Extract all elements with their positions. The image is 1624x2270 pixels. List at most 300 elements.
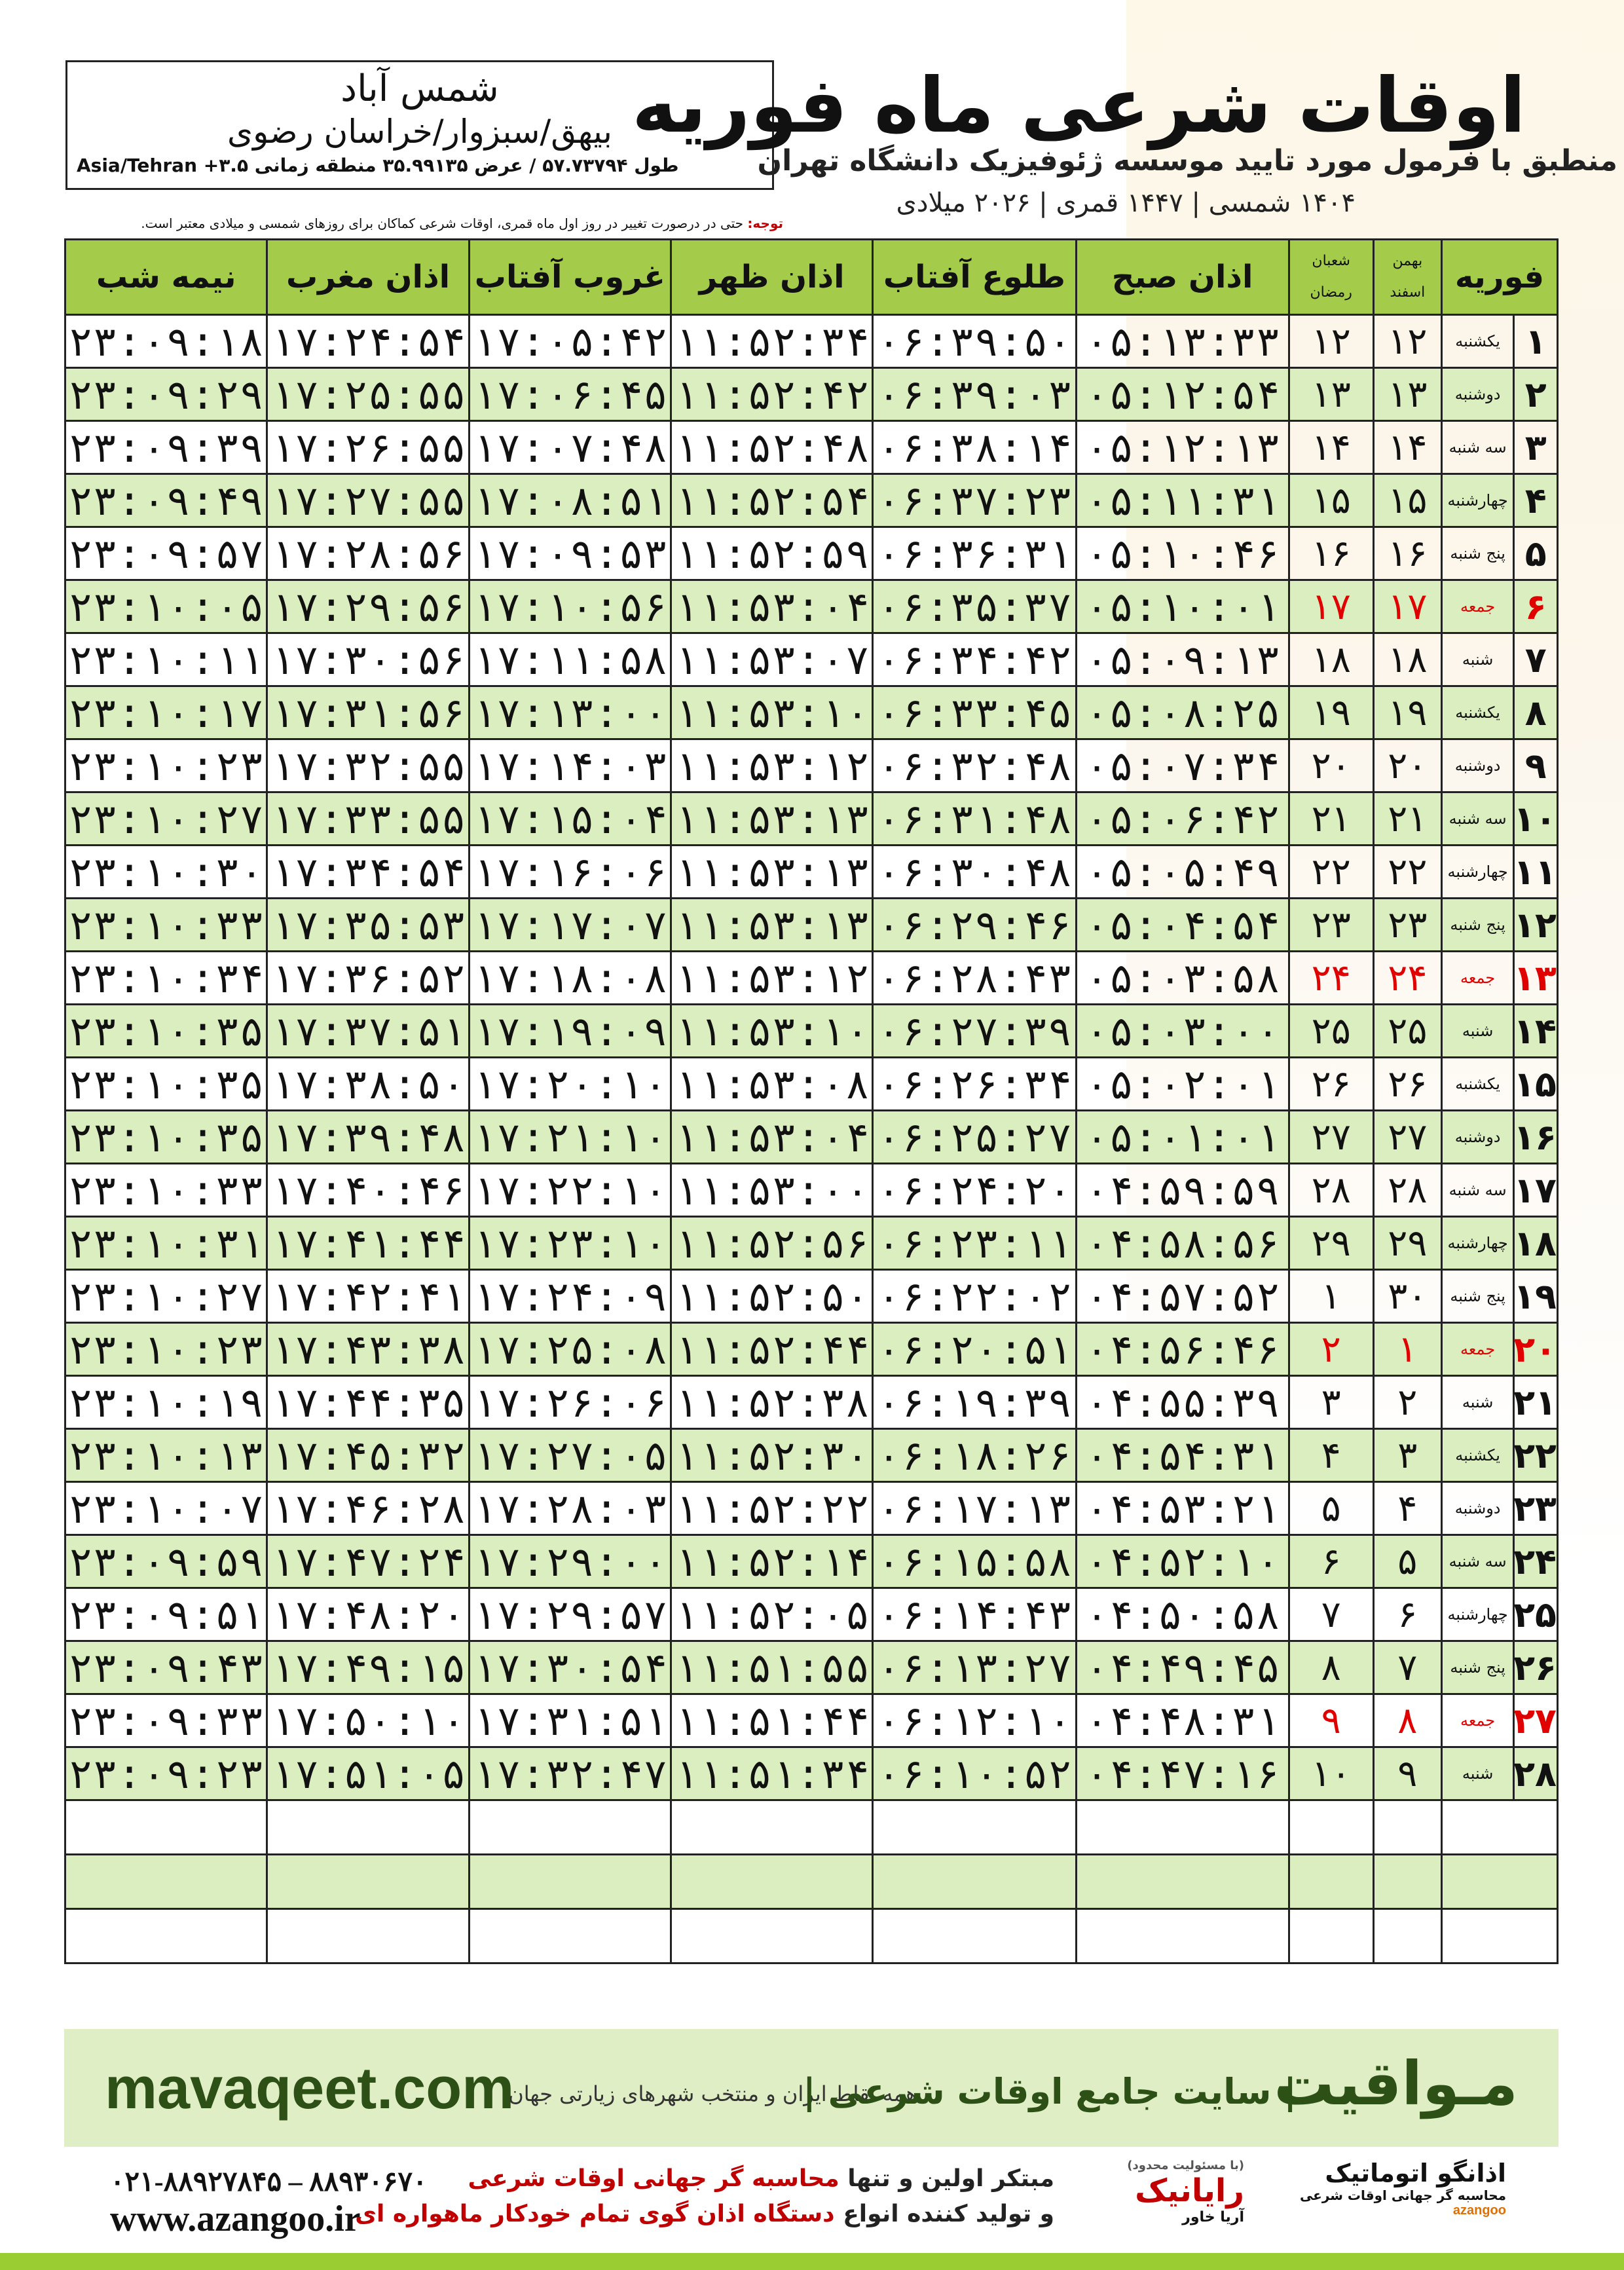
cell-midnight: ۲۳:۱۰:۰۵ xyxy=(65,580,267,633)
azangoo-sub: محاسبه گر جهانی اوقات شرعی xyxy=(1299,2187,1506,2203)
cell-shamsi-date: ۸ xyxy=(1373,1694,1441,1747)
raianik-sub: آریا خاور xyxy=(1182,2209,1244,2225)
cell-sunset: ۱۷:۳۲:۴۷ xyxy=(469,1747,671,1800)
header-day: فوریه xyxy=(1441,240,1557,315)
table-row xyxy=(65,1641,1558,1694)
city-name: شمس آباد xyxy=(341,67,499,110)
cell-fajr: ۰۵:۰۱:۰۱ xyxy=(1076,1111,1289,1164)
cell-qamari-date: ۲۹ xyxy=(1289,1217,1373,1270)
cell-dhuhr: ۱۱:۵۳:۱۲ xyxy=(671,952,872,1005)
cell-shamsi-date: ۱ xyxy=(1373,1323,1441,1376)
table-row xyxy=(65,739,1558,792)
banner-slogan-secondary: همه نقاط ایران و منتخب شهرهای زیارتی جهان xyxy=(508,2081,917,2106)
cell-shamsi-date: ۱۷ xyxy=(1373,580,1441,633)
cell-qamari-date: ۲۸ xyxy=(1289,1164,1373,1217)
cell-dhuhr: ۱۱:۵۲:۱۴ xyxy=(671,1535,872,1588)
cell-qamari-date: ۴ xyxy=(1289,1429,1373,1482)
cell-sunset: ۱۷:۲۸:۰۳ xyxy=(469,1482,671,1535)
cell-day: ۲۱ xyxy=(1514,1376,1558,1429)
table-row xyxy=(65,633,1558,686)
header-maghrib: اذان مغرب xyxy=(267,240,469,315)
table-row xyxy=(65,792,1558,846)
cell-qamari-date: ۱۵ xyxy=(1289,474,1373,527)
table-header-row xyxy=(65,240,1558,315)
cell-day: ۲۴ xyxy=(1514,1535,1558,1588)
table-row xyxy=(65,1217,1558,1270)
cell-midnight: ۲۳:۱۰:۳۵ xyxy=(65,1005,267,1058)
cell-weekday: پنج شنبه xyxy=(1441,899,1513,952)
cell-midnight: ۲۳:۱۰:۳۵ xyxy=(65,1058,267,1111)
cell-dhuhr: ۱۱:۵۲:۵۹ xyxy=(671,527,872,580)
cell-weekday: یکشنبه xyxy=(1441,1429,1513,1482)
cell-qamari-date: ۱۸ xyxy=(1289,633,1373,686)
cell-maghrib: ۱۷:۵۰:۱۰ xyxy=(267,1694,469,1747)
cell-shamsi-date: ۱۲ xyxy=(1373,315,1441,368)
footer-line-1-text: مبتکر اولین و تنها xyxy=(847,2165,1054,2192)
cell-sunset: ۱۷:۱۶:۰۶ xyxy=(469,846,671,899)
cell-fajr: ۰۴:۵۳:۲۱ xyxy=(1076,1482,1289,1535)
cell-sunrise: ۰۶:۲۴:۲۰ xyxy=(873,1164,1076,1217)
cell-shamsi-date: ۲۵ xyxy=(1373,1005,1441,1058)
cell-weekday: چهارشنبه xyxy=(1441,1588,1513,1641)
cell-fajr: ۰۵:۰۸:۲۵ xyxy=(1076,686,1289,739)
cell-midnight: ۲۳:۱۰:۲۷ xyxy=(65,792,267,846)
site-url[interactable]: mavaqeet.com xyxy=(105,2056,515,2121)
cell-empty xyxy=(65,1800,267,1855)
cell-dhuhr: ۱۱:۵۳:۰۰ xyxy=(671,1164,872,1217)
cell-empty xyxy=(1373,1800,1441,1855)
note xyxy=(65,214,783,233)
cell-midnight: ۲۳:۱۰:۲۷ xyxy=(65,1270,267,1323)
cell-shamsi-date: ۲۷ xyxy=(1373,1111,1441,1164)
cell-maghrib: ۱۷:۳۶:۵۲ xyxy=(267,952,469,1005)
azangoo-logo xyxy=(1283,2159,1506,2218)
cell-fajr: ۰۴:۵۲:۱۰ xyxy=(1076,1535,1289,1588)
cell-maghrib: ۱۷:۲۴:۵۴ xyxy=(267,315,469,368)
cell-midnight: ۲۳:۰۹:۳۹ xyxy=(65,421,267,474)
table-row xyxy=(65,527,1558,580)
cell-fajr: ۰۴:۵۰:۵۸ xyxy=(1076,1588,1289,1641)
cell-empty xyxy=(469,1855,671,1909)
table-row xyxy=(65,1164,1558,1217)
cell-day: ۱۹ xyxy=(1514,1270,1558,1323)
cell-maghrib: ۱۷:۳۴:۵۴ xyxy=(267,846,469,899)
cell-day: ۲۳ xyxy=(1514,1482,1558,1535)
cell-qamari-date: ۷ xyxy=(1289,1588,1373,1641)
cell-empty xyxy=(1289,1800,1373,1855)
cell-qamari-date: ۵ xyxy=(1289,1482,1373,1535)
cell-sunset: ۱۷:۱۹:۰۹ xyxy=(469,1005,671,1058)
cell-day: ۱۴ xyxy=(1514,1005,1558,1058)
cell-dhuhr: ۱۱:۵۲:۵۰ xyxy=(671,1270,872,1323)
table-row-empty xyxy=(65,1909,1558,1963)
cell-fajr: ۰۵:۰۶:۴۲ xyxy=(1076,792,1289,846)
cell-fajr: ۰۵:۱۰:۰۱ xyxy=(1076,580,1289,633)
cell-sunrise: ۰۶:۳۰:۴۸ xyxy=(873,846,1076,899)
cell-fajr: ۰۵:۱۱:۳۱ xyxy=(1076,474,1289,527)
cell-midnight: ۲۳:۱۰:۳۱ xyxy=(65,1217,267,1270)
header-ramadan: رمضان xyxy=(1310,284,1352,301)
cell-midnight: ۲۳:۱۰:۳۴ xyxy=(65,952,267,1005)
cell-dhuhr: ۱۱:۵۳:۰۴ xyxy=(671,1111,872,1164)
cell-day: ۱۲ xyxy=(1514,899,1558,952)
cell-maghrib: ۱۷:۲۸:۵۶ xyxy=(267,527,469,580)
cell-weekday: شنبه xyxy=(1441,1005,1513,1058)
cell-dhuhr: ۱۱:۵۳:۱۲ xyxy=(671,739,872,792)
cell-shamsi-date: ۲۳ xyxy=(1373,899,1441,952)
cell-dhuhr: ۱۱:۵۲:۵۴ xyxy=(671,474,872,527)
cell-maghrib: ۱۷:۳۲:۵۵ xyxy=(267,739,469,792)
cell-shamsi-date: ۷ xyxy=(1373,1641,1441,1694)
table-row xyxy=(65,1694,1558,1747)
header-bahman: بهمن xyxy=(1392,253,1423,269)
cell-qamari-date: ۱۲ xyxy=(1289,315,1373,368)
cell-fajr: ۰۵:۱۰:۴۶ xyxy=(1076,527,1289,580)
cell-empty xyxy=(671,1855,872,1909)
cell-qamari-date: ۳ xyxy=(1289,1376,1373,1429)
cell-shamsi-date: ۱۴ xyxy=(1373,421,1441,474)
cell-midnight: ۲۳:۱۰:۳۵ xyxy=(65,1111,267,1164)
cell-midnight: ۲۳:۰۹:۲۹ xyxy=(65,368,267,421)
cell-dhuhr: ۱۱:۵۲:۳۸ xyxy=(671,1376,872,1429)
cell-empty xyxy=(1373,1909,1441,1963)
cell-shamsi-date: ۲۹ xyxy=(1373,1217,1441,1270)
table-row xyxy=(65,952,1558,1005)
cell-maghrib: ۱۷:۴۹:۱۵ xyxy=(267,1641,469,1694)
cell-weekday: جمعه xyxy=(1441,580,1513,633)
cell-sunrise: ۰۶:۲۳:۱۱ xyxy=(873,1217,1076,1270)
cell-qamari-date: ۱۰ xyxy=(1289,1747,1373,1800)
cell-sunrise: ۰۶:۲۵:۲۷ xyxy=(873,1111,1076,1164)
cell-midnight: ۲۳:۱۰:۱۹ xyxy=(65,1376,267,1429)
footer-url[interactable]: www.azangoo.ir xyxy=(110,2199,361,2239)
cell-fajr: ۰۴:۵۴:۳۱ xyxy=(1076,1429,1289,1482)
header-fajr: اذان صبح xyxy=(1076,240,1289,315)
region-name: بیهق/سبزوار/خراسان رضوی xyxy=(227,113,612,151)
cell-shamsi-date: ۱۵ xyxy=(1373,474,1441,527)
cell-sunset: ۱۷:۲۷:۰۵ xyxy=(469,1429,671,1482)
cell-fajr: ۰۴:۴۹:۴۵ xyxy=(1076,1641,1289,1694)
cell-maghrib: ۱۷:۳۰:۵۶ xyxy=(267,633,469,686)
cell-weekday: چهارشنبه xyxy=(1441,846,1513,899)
cell-empty xyxy=(1441,1909,1557,1963)
cell-shamsi-date: ۱۳ xyxy=(1373,368,1441,421)
cell-sunset: ۱۷:۱۴:۰۳ xyxy=(469,739,671,792)
cell-dhuhr: ۱۱:۵۱:۳۴ xyxy=(671,1747,872,1800)
raianik-name: رایانیک xyxy=(1135,2172,1244,2209)
cell-empty xyxy=(1076,1909,1289,1963)
cell-qamari-date: ۱ xyxy=(1289,1270,1373,1323)
cell-shamsi-date: ۶ xyxy=(1373,1588,1441,1641)
site-banner xyxy=(64,2029,1559,2147)
cell-dhuhr: ۱۱:۵۳:۱۳ xyxy=(671,846,872,899)
cell-dhuhr: ۱۱:۵۳:۰۷ xyxy=(671,633,872,686)
footer-line-2-highlight: دستگاه اذان گوی تمام خودکار ماهواره ای xyxy=(355,2201,835,2227)
brand-name: مـواقیت xyxy=(1274,2049,1518,2119)
cell-maghrib: ۱۷:۴۰:۴۶ xyxy=(267,1164,469,1217)
header-shaban: شعبان xyxy=(1312,253,1350,269)
table-row-empty xyxy=(65,1800,1558,1855)
cell-sunset: ۱۷:۰۸:۵۱ xyxy=(469,474,671,527)
cell-weekday: یکشنبه xyxy=(1441,315,1513,368)
cell-fajr: ۰۵:۱۲:۱۳ xyxy=(1076,421,1289,474)
cell-weekday: دوشنبه xyxy=(1441,1111,1513,1164)
cell-qamari-date: ۲۵ xyxy=(1289,1005,1373,1058)
cell-weekday: یکشنبه xyxy=(1441,686,1513,739)
cell-weekday: سه شنبه xyxy=(1441,421,1513,474)
cell-dhuhr: ۱۱:۵۳:۰۴ xyxy=(671,580,872,633)
cell-sunrise: ۰۶:۲۸:۴۳ xyxy=(873,952,1076,1005)
table-row xyxy=(65,580,1558,633)
table-row xyxy=(65,315,1558,368)
cell-day: ۲۵ xyxy=(1514,1588,1558,1641)
footer-line-1-highlight: محاسبه گر جهانی اوقات شرعی xyxy=(468,2165,840,2192)
cell-sunrise: ۰۶:۱۵:۵۸ xyxy=(873,1535,1076,1588)
cell-dhuhr: ۱۱:۵۳:۱۰ xyxy=(671,1005,872,1058)
cell-maghrib: ۱۷:۳۸:۵۰ xyxy=(267,1058,469,1111)
cell-shamsi-date: ۱۹ xyxy=(1373,686,1441,739)
cell-sunrise: ۰۶:۱۸:۲۶ xyxy=(873,1429,1076,1482)
cell-weekday: جمعه xyxy=(1441,1323,1513,1376)
cell-day: ۲۸ xyxy=(1514,1747,1558,1800)
cell-weekday: پنج شنبه xyxy=(1441,1641,1513,1694)
cell-sunrise: ۰۶:۳۱:۴۸ xyxy=(873,792,1076,846)
cell-sunrise: ۰۶:۳۳:۴۵ xyxy=(873,686,1076,739)
cell-shamsi-date: ۲ xyxy=(1373,1376,1441,1429)
cell-sunset: ۱۷:۲۳:۱۰ xyxy=(469,1217,671,1270)
cell-maghrib: ۱۷:۴۴:۳۵ xyxy=(267,1376,469,1429)
cell-sunrise: ۰۶:۳۹:۰۳ xyxy=(873,368,1076,421)
cell-weekday: دوشنبه xyxy=(1441,739,1513,792)
table-row xyxy=(65,846,1558,899)
cell-shamsi-date: ۲۸ xyxy=(1373,1164,1441,1217)
cell-qamari-date: ۶ xyxy=(1289,1535,1373,1588)
cell-maghrib: ۱۷:۲۵:۵۵ xyxy=(267,368,469,421)
raianik-tag: (با مسئولیت محدود) xyxy=(1127,2159,1244,2172)
cell-day: ۱۰ xyxy=(1514,792,1558,846)
cell-sunrise: ۰۶:۲۰:۵۱ xyxy=(873,1323,1076,1376)
cell-dhuhr: ۱۱:۵۳:۰۸ xyxy=(671,1058,872,1111)
cell-sunset: ۱۷:۰۵:۴۲ xyxy=(469,315,671,368)
table-body xyxy=(65,315,1558,1963)
cell-midnight: ۲۳:۰۹:۳۳ xyxy=(65,1694,267,1747)
cell-qamari-date: ۲۱ xyxy=(1289,792,1373,846)
cell-empty xyxy=(873,1855,1076,1909)
cell-weekday: شنبه xyxy=(1441,1747,1513,1800)
cell-qamari-date: ۲۳ xyxy=(1289,899,1373,952)
cell-sunset: ۱۷:۲۱:۱۰ xyxy=(469,1111,671,1164)
cell-day: ۱۳ xyxy=(1514,952,1558,1005)
cell-dhuhr: ۱۱:۵۳:۱۳ xyxy=(671,899,872,952)
cell-sunset: ۱۷:۲۲:۱۰ xyxy=(469,1164,671,1217)
cell-qamari-date: ۱۹ xyxy=(1289,686,1373,739)
bottom-bar xyxy=(0,2253,1624,2270)
cell-day: ۱۷ xyxy=(1514,1164,1558,1217)
cell-sunrise: ۰۶:۲۶:۳۴ xyxy=(873,1058,1076,1111)
cell-sunrise: ۰۶:۳۶:۳۱ xyxy=(873,527,1076,580)
cell-dhuhr: ۱۱:۵۱:۵۵ xyxy=(671,1641,872,1694)
cell-day: ۹ xyxy=(1514,739,1558,792)
cell-day: ۱۸ xyxy=(1514,1217,1558,1270)
cell-fajr: ۰۵:۰۵:۴۹ xyxy=(1076,846,1289,899)
cell-shamsi-date: ۲۰ xyxy=(1373,739,1441,792)
cell-sunrise: ۰۶:۲۷:۳۹ xyxy=(873,1005,1076,1058)
cell-maghrib: ۱۷:۲۶:۵۵ xyxy=(267,421,469,474)
cell-sunset: ۱۷:۱۷:۰۷ xyxy=(469,899,671,952)
cell-dhuhr: ۱۱:۵۲:۲۲ xyxy=(671,1482,872,1535)
cell-maghrib: ۱۷:۳۹:۴۸ xyxy=(267,1111,469,1164)
cell-sunrise: ۰۶:۱۲:۱۰ xyxy=(873,1694,1076,1747)
cell-shamsi-date: ۲۴ xyxy=(1373,952,1441,1005)
cell-sunrise: ۰۶:۳۴:۴۲ xyxy=(873,633,1076,686)
cell-maghrib: ۱۷:۳۷:۵۱ xyxy=(267,1005,469,1058)
cell-sunrise: ۰۶:۳۷:۲۳ xyxy=(873,474,1076,527)
prayer-times-table xyxy=(64,238,1559,1964)
cell-sunset: ۱۷:۰۶:۴۵ xyxy=(469,368,671,421)
cell-sunset: ۱۷:۲۹:۵۷ xyxy=(469,1588,671,1641)
cell-empty xyxy=(671,1909,872,1963)
table-row xyxy=(65,421,1558,474)
cell-empty xyxy=(671,1800,872,1855)
cell-fajr: ۰۴:۴۷:۱۶ xyxy=(1076,1747,1289,1800)
cell-shamsi-date: ۹ xyxy=(1373,1747,1441,1800)
cell-empty xyxy=(65,1855,267,1909)
cell-fajr: ۰۴:۵۸:۵۶ xyxy=(1076,1217,1289,1270)
raianik-logo xyxy=(1113,2159,1244,2225)
cell-shamsi-date: ۲۶ xyxy=(1373,1058,1441,1111)
cell-dhuhr: ۱۱:۵۲:۰۵ xyxy=(671,1588,872,1641)
table-row-empty xyxy=(65,1855,1558,1909)
page-title: اوقات شرعی ماه فوریه xyxy=(631,62,1526,150)
cell-weekday: دوشنبه xyxy=(1441,1482,1513,1535)
cell-day: ۸ xyxy=(1514,686,1558,739)
coordinates: طول ۵۷.۷۳۷۹۴ / عرض ۳۵.۹۹۱۳۵ منطقه زمانی ۳.۵+ Asia/Tehran xyxy=(77,155,679,176)
header-esfand: اسفند xyxy=(1390,284,1426,301)
cell-shamsi-date: ۴ xyxy=(1373,1482,1441,1535)
cell-dhuhr: ۱۱:۵۲:۴۲ xyxy=(671,368,872,421)
cell-day: ۱۶ xyxy=(1514,1111,1558,1164)
cell-day: ۱۵ xyxy=(1514,1058,1558,1111)
cell-empty xyxy=(873,1800,1076,1855)
table-row xyxy=(65,1376,1558,1429)
cell-sunset: ۱۷:۱۰:۵۶ xyxy=(469,580,671,633)
cell-midnight: ۲۳:۰۹:۲۳ xyxy=(65,1747,267,1800)
cell-weekday: سه شنبه xyxy=(1441,1164,1513,1217)
cell-empty xyxy=(1441,1800,1557,1855)
cell-day: ۲۰ xyxy=(1514,1323,1558,1376)
cell-day: ۲۲ xyxy=(1514,1429,1558,1482)
cell-empty xyxy=(1373,1855,1441,1909)
cell-empty xyxy=(1441,1855,1557,1909)
banner-slogan: | سایت جامع اوقات شرعی | xyxy=(803,2071,1297,2112)
azangoo-en: azangoo xyxy=(1452,2203,1506,2218)
cell-sunset: ۱۷:۲۰:۱۰ xyxy=(469,1058,671,1111)
cell-dhuhr: ۱۱:۵۲:۳۴ xyxy=(671,315,872,368)
cell-sunset: ۱۷:۰۷:۴۸ xyxy=(469,421,671,474)
cell-weekday: دوشنبه xyxy=(1441,368,1513,421)
cell-midnight: ۲۳:۱۰:۱۷ xyxy=(65,686,267,739)
cell-midnight: ۲۳:۰۹:۴۹ xyxy=(65,474,267,527)
table-row xyxy=(65,1058,1558,1111)
cell-midnight: ۲۳:۰۹:۵۱ xyxy=(65,1588,267,1641)
cell-sunrise: ۰۶:۱۹:۳۹ xyxy=(873,1376,1076,1429)
cell-day: ۴ xyxy=(1514,474,1558,527)
cell-fajr: ۰۵:۱۳:۳۳ xyxy=(1076,315,1289,368)
cell-sunrise: ۰۶:۲۲:۰۲ xyxy=(873,1270,1076,1323)
page-subtitle: منطبق با فرمول مورد تایید موسسه ژئوفیزیک دانشگاه تهران xyxy=(757,144,1617,177)
cell-sunrise: ۰۶:۱۷:۱۳ xyxy=(873,1482,1076,1535)
table-row xyxy=(65,474,1558,527)
cell-weekday: جمعه xyxy=(1441,1694,1513,1747)
cell-sunrise: ۰۶:۱۳:۲۷ xyxy=(873,1641,1076,1694)
header-midnight: نیمه شب xyxy=(65,240,267,315)
header-qamari-months xyxy=(1289,240,1373,315)
cell-empty xyxy=(469,1909,671,1963)
cell-sunset: ۱۷:۳۰:۵۴ xyxy=(469,1641,671,1694)
footer-phone: ۰۲۱-۸۸۹۲۷۸۴۵ – ۸۸۹۳۰۶۷۰ xyxy=(110,2167,428,2197)
footer-line-2 xyxy=(355,2201,1054,2227)
cell-day: ۲۷ xyxy=(1514,1694,1558,1747)
cell-qamari-date: ۱۷ xyxy=(1289,580,1373,633)
cell-sunset: ۱۷:۳۱:۵۱ xyxy=(469,1694,671,1747)
cell-sunrise: ۰۶:۳۸:۱۴ xyxy=(873,421,1076,474)
cell-maghrib: ۱۷:۳۱:۵۶ xyxy=(267,686,469,739)
cell-day: ۳ xyxy=(1514,421,1558,474)
cell-qamari-date: ۲۲ xyxy=(1289,846,1373,899)
cell-dhuhr: ۱۱:۵۲:۵۶ xyxy=(671,1217,872,1270)
cell-fajr: ۰۴:۵۵:۳۹ xyxy=(1076,1376,1289,1429)
header-sunset: غروب آفتاب xyxy=(469,240,671,315)
cell-qamari-date: ۲ xyxy=(1289,1323,1373,1376)
header-dhuhr: اذان ظهر xyxy=(671,240,872,315)
header-sunrise: طلوع آفتاب xyxy=(873,240,1076,315)
cell-sunset: ۱۷:۱۵:۰۴ xyxy=(469,792,671,846)
cell-shamsi-date: ۳۰ xyxy=(1373,1270,1441,1323)
cell-qamari-date: ۱۶ xyxy=(1289,527,1373,580)
cell-shamsi-date: ۳ xyxy=(1373,1429,1441,1482)
cell-dhuhr: ۱۱:۵۲:۴۸ xyxy=(671,421,872,474)
cell-shamsi-date: ۵ xyxy=(1373,1535,1441,1588)
cell-empty xyxy=(267,1855,469,1909)
cell-maghrib: ۱۷:۴۸:۲۰ xyxy=(267,1588,469,1641)
calendar-years: ۱۴۰۴ شمسی | ۱۴۴۷ قمری | ۲۰۲۶ میلادی xyxy=(896,188,1356,218)
cell-sunset: ۱۷:۲۶:۰۶ xyxy=(469,1376,671,1429)
cell-day: ۱۱ xyxy=(1514,846,1558,899)
cell-maghrib: ۱۷:۴۳:۳۸ xyxy=(267,1323,469,1376)
footer-line-2-text: و تولید کننده انواع xyxy=(843,2201,1054,2227)
cell-empty xyxy=(873,1909,1076,1963)
azangoo-name: اذانگو اتوماتیک xyxy=(1325,2159,1506,2187)
cell-empty xyxy=(1289,1909,1373,1963)
cell-sunrise: ۰۶:۱۴:۴۳ xyxy=(873,1588,1076,1641)
cell-dhuhr: ۱۱:۵۳:۱۰ xyxy=(671,686,872,739)
cell-fajr: ۰۵:۰۹:۱۳ xyxy=(1076,633,1289,686)
cell-day: ۲ xyxy=(1514,368,1558,421)
note-text: حتی در درصورت تغییر در روز اول ماه قمری، اوقات شرعی کماکان برای روزهای شمسی و میلادی معتبر است. xyxy=(141,215,744,231)
table-row xyxy=(65,1747,1558,1800)
cell-day: ۲۶ xyxy=(1514,1641,1558,1694)
table-row xyxy=(65,368,1558,421)
cell-midnight: ۲۳:۰۹:۴۳ xyxy=(65,1641,267,1694)
cell-shamsi-date: ۱۶ xyxy=(1373,527,1441,580)
cell-sunset: ۱۷:۲۹:۰۰ xyxy=(469,1535,671,1588)
cell-empty xyxy=(267,1800,469,1855)
table-row xyxy=(65,1429,1558,1482)
cell-sunset: ۱۷:۰۹:۵۳ xyxy=(469,527,671,580)
cell-maghrib: ۱۷:۴۷:۲۴ xyxy=(267,1535,469,1588)
cell-day: ۱ xyxy=(1514,315,1558,368)
cell-fajr: ۰۴:۴۸:۳۱ xyxy=(1076,1694,1289,1747)
